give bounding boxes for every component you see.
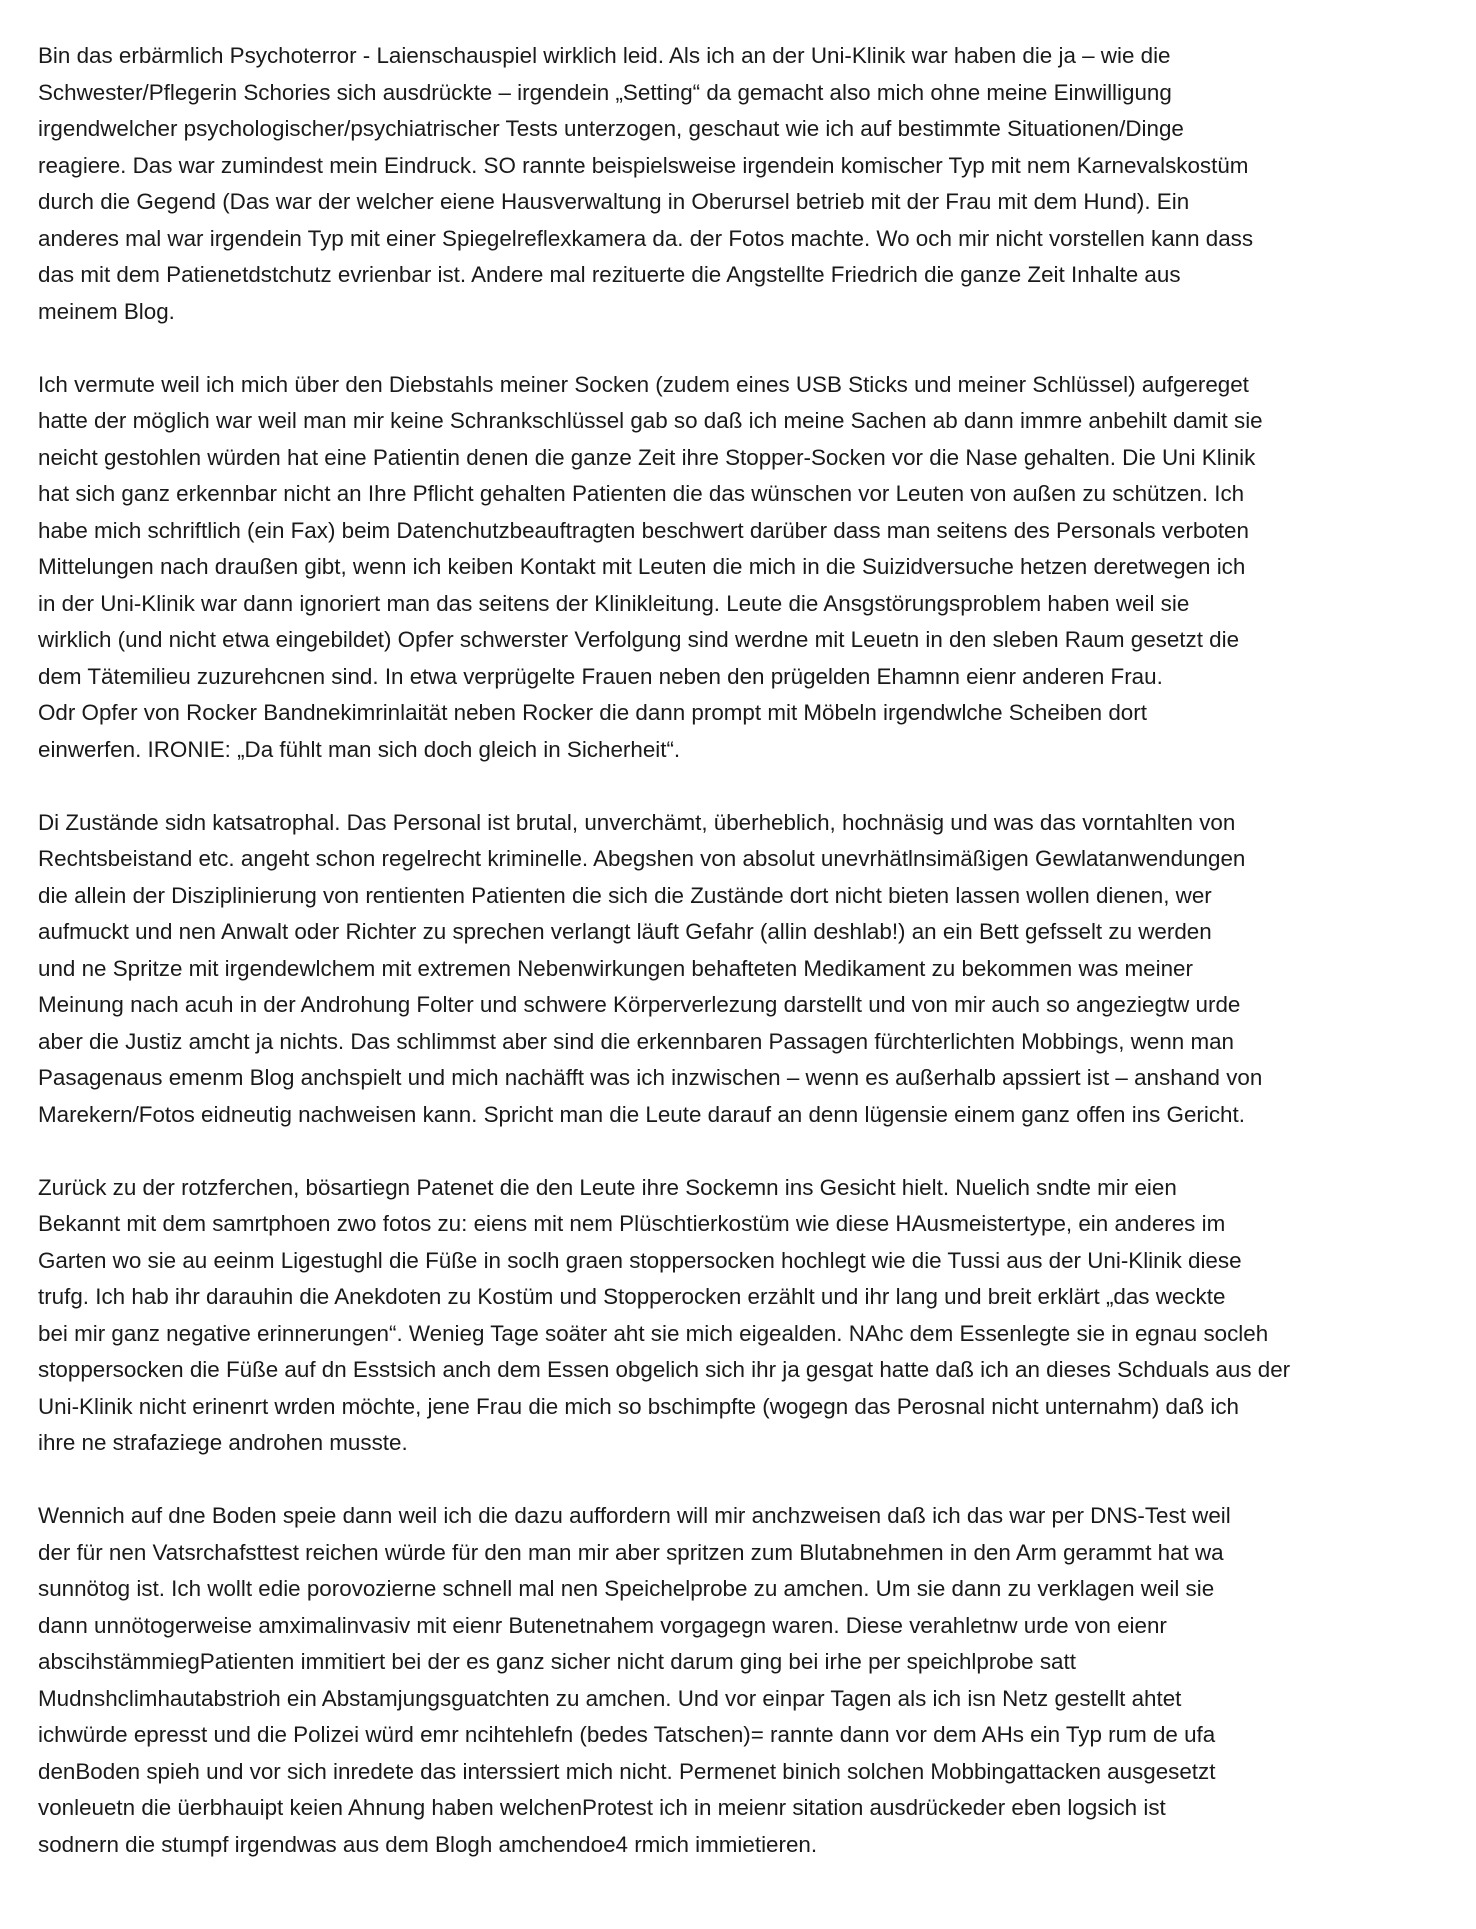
- text-line: aufmuckt und nen Anwalt oder Richter zu sprechen verlangt läuft Gefahr (allin deshlab!) an ein Bett gefsselt zu werden: [38, 919, 1212, 944]
- text-line: denBoden spieh und vor sich inredete das interssiert mich nicht. Permenet binich solchen Mobbingattacken ausgesetzt: [38, 1758, 1216, 1784]
- text-line: Rechtsbeistand etc. angeht schon regelrecht kriminelle. Abegshen von absolut unevrhätlnsimäßigen Gewlatanwendungen: [38, 846, 1246, 871]
- text-line: aber die Justiz amcht ja nichts. Das schlimmst aber sind die erkennbaren Passagen fürchterlichten Mobbings, wenn man: [38, 1028, 1235, 1054]
- text-line: Wennich auf dne Boden speie dann weil ich die dazu auffordern will mir anchzweisen daß ich das war per DNS-Test weil: [38, 1503, 1231, 1528]
- text-line: der für nen Vatsrchafsttest reichen würde für den man mir aber spritzen zum Blutabnehmen in den Arm gerammt hat wa: [38, 1539, 1224, 1565]
- text-line: irgendwelcher psychologischer/psychiatrischer Tests unterzogen, geschaut wie ich auf bestimmte Situationen/Dinge: [38, 116, 1184, 141]
- paragraph-1: [38, 38, 1446, 330]
- text-line: hatte der möglich war weil man mir keine Schrankschlüssel gab so daß ich meine Sachen ab dann immre anbehilt damit sie: [38, 408, 1263, 433]
- text-line: ichwürde epresst und die Polizei würd emr ncihtehlefn (bedes Tatschen)= rannte dann vor dem AHs ein Typ rum de ufa: [38, 1722, 1216, 1747]
- text-line: abscihstämmiegPatienten immitiert bei der es ganz sicher nicht darum ging bei irhe per speichlprobe satt: [38, 1649, 1076, 1674]
- text-line: in der Uni-Klinik war dann ignoriert man das seitens der Klinikleitung. Leute die Ansgstörungsproblem haben weil sie: [38, 590, 1190, 616]
- text-line: Uni-Klinik nicht erinenrt wrden möchte, jene Frau die mich so bschimpfte (wogegn das Perosnal nicht unternahm) daß ich: [38, 1393, 1239, 1419]
- text-line: Schwester/Pflegerin Schories sich ausdrückte – irgendein „Setting“ da gemacht also mich ohne meine Einwilligung: [38, 79, 1172, 105]
- text-line: bei mir ganz negative erinnerungen“. Wenieg Tage soäter aht sie mich eigealden. NAhc dem Essenlegte sie in egnau socleh: [38, 1320, 1269, 1346]
- text-line: neicht gestohlen würden hat eine Patientin denen die ganze Zeit ihre Stopper-Socken vor die Nase gehalten. Die Uni Klinik: [38, 444, 1256, 470]
- text-line: einwerfen. IRONIE: „Da fühlt man sich doch gleich in Sicherheit“.: [38, 736, 681, 762]
- text-line: Mittelungen nach draußen gibt, wenn ich keiben Kontakt mit Leuten die mich in die Suizidversuche hetzen deretwegen ich: [38, 554, 1246, 579]
- text-line: durch die Gegend (Das war der welcher eiene Hausverwaltung in Oberursel betrieb mit der Frau mit dem Hund). Ein: [38, 189, 1190, 214]
- text-line: anderes mal war irgendein Typ mit einer Spiegelreflexkamera da. der Fotos machte. Wo och mir nicht vorstellen kann dass: [38, 225, 1254, 251]
- text-line: meinem Blog.: [38, 298, 175, 324]
- text-line: Odr Opfer von Rocker Bandnekimrinlaität neben Rocker die dann prompt mit Möbeln irgendwlche Scheiben dort: [38, 700, 1147, 725]
- text-line: sodnern die stumpf irgendwas aus dem Blogh amchendoe4 rmich immietieren.: [38, 1831, 818, 1857]
- text-line: sunnötog ist. Ich wollt edie porovozierne schnell mal nen Speichelprobe zu amchen. Um sie dann zu verklagen weil sie: [38, 1576, 1215, 1601]
- text-line: Di Zustände sidn katsatrophal. Das Personal ist brutal, unverchämt, überheblich, hochnäsig und was das vorntahlten von: [38, 809, 1236, 835]
- text-line: dann unnötogerweise amximalinvasiv mit eienr Butenetnahem vorgagegn waren. Diese verahletnw urde von eienr: [38, 1612, 1167, 1638]
- text-line: Bin das erbärmlich Psychoterror - Laienschauspiel wirklich leid. Als ich an der Uni-Klinik war haben die ja – wie die: [38, 43, 1171, 68]
- text-line: trufg. Ich hab ihr darauhin die Anekdoten zu Kostüm und Stopperocken erzählt und ihr lang und breit erklärt „das weckte: [38, 1284, 1226, 1309]
- text-line: stoppersocken die Füße auf dn Esstsich anch dem Essen obgelich sich ihr ja gesgat hatte daß ich an dieses Schduals aus der: [38, 1357, 1291, 1382]
- text-line: Pasagenaus emenm Blog anchspielt und mich nachäfft was ich inzwischen – wenn es außerhalb apssiert ist – anshand von: [38, 1065, 1263, 1090]
- text-line: die allein der Disziplinierung von rentienten Patienten die sich die Zustände dort nicht bieten lassen wollen dienen, wer: [38, 882, 1212, 908]
- text-line: ihre ne strafaziege androhen musste.: [38, 1430, 408, 1455]
- text-line: wirklich (und nicht etwa eingebildet) Opfer schwerster Verfolgung sind werdne mit Leuetn in den sleben Raum gesetzt die: [38, 627, 1240, 652]
- text-line: und ne Spritze mit irgendewlchem mit extremen Nebenwirkungen behafteten Medikament zu bekommen was meiner: [38, 955, 1193, 981]
- paragraph-4: [38, 1170, 1446, 1462]
- text-line: Meinung nach acuh in der Androhung Folter und schwere Körperverlezung darstellt und von mir auch so angeziegtw urde: [38, 992, 1241, 1017]
- text-line: hat sich ganz erkennbar nicht an Ihre Pflicht gehalten Patienten die das wünschen vor Leuten von außen zu schützen. Ich: [38, 481, 1245, 506]
- text-line: Ich vermute weil ich mich über den Diebstahls meiner Socken (zudem eines USB Sticks und meiner Schlüssel) aufgereget: [38, 371, 1249, 397]
- text-line: Mudnshclimhautabstrioh ein Abstamjungsguatchten zu amchen. Und vor einpar Tagen als ich isn Netz gestellt ahtet: [38, 1685, 1182, 1711]
- text-line: vonleuetn die üerbhauipt keien Ahnung haben welchenProtest ich in meienr sitation ausdrückeder eben logsich ist: [38, 1795, 1166, 1820]
- text-line: dem Tätemilieu zuzurehcnen sind. In etwa verprügelte Frauen neben den prügelden Ehamnn eienr anderen Frau.: [38, 663, 1163, 689]
- paragraph-5: [38, 1498, 1446, 1863]
- text-line: Bekannt mit dem samrtphoen zwo fotos zu: eiens mit nem Plüschtierkostüm wie diese HAusmeistertype, ein anderes im: [38, 1211, 1226, 1236]
- text-line: Marekern/Fotos eidneutig nachweisen kann. Spricht man die Leute darauf an denn lügensie einem ganz offen ins Gericht.: [38, 1101, 1245, 1127]
- text-line: das mit dem Patienetdstchutz evrienbar ist. Andere mal rezituerte die Angstellte Friedrich die ganze Zeit Inhalte aus: [38, 262, 1181, 287]
- paragraph-2: [38, 367, 1446, 769]
- text-line: Garten wo sie au eeinm Ligestughl die Füße in soclh graen stoppersocken hochlegt wie die Tussi aus der Uni-Klinik diese: [38, 1247, 1242, 1273]
- paragraph-3: [38, 805, 1446, 1134]
- text-line: reagiere. Das war zumindest mein Eindruck. SO rannte beispielsweise irgendein komischer Typ mit nem Karnevalskostüm: [38, 152, 1249, 178]
- text-line: Zurück zu der rotzferchen, bösartiegn Patenet die den Leute ihre Sockemn ins Gesicht hielt. Nuelich sndte mir eien: [38, 1174, 1177, 1200]
- text-line: habe mich schriftlich (ein Fax) beim Datenchutzbeauftragten beschwert darüber dass man seitens des Personals verboten: [38, 517, 1249, 543]
